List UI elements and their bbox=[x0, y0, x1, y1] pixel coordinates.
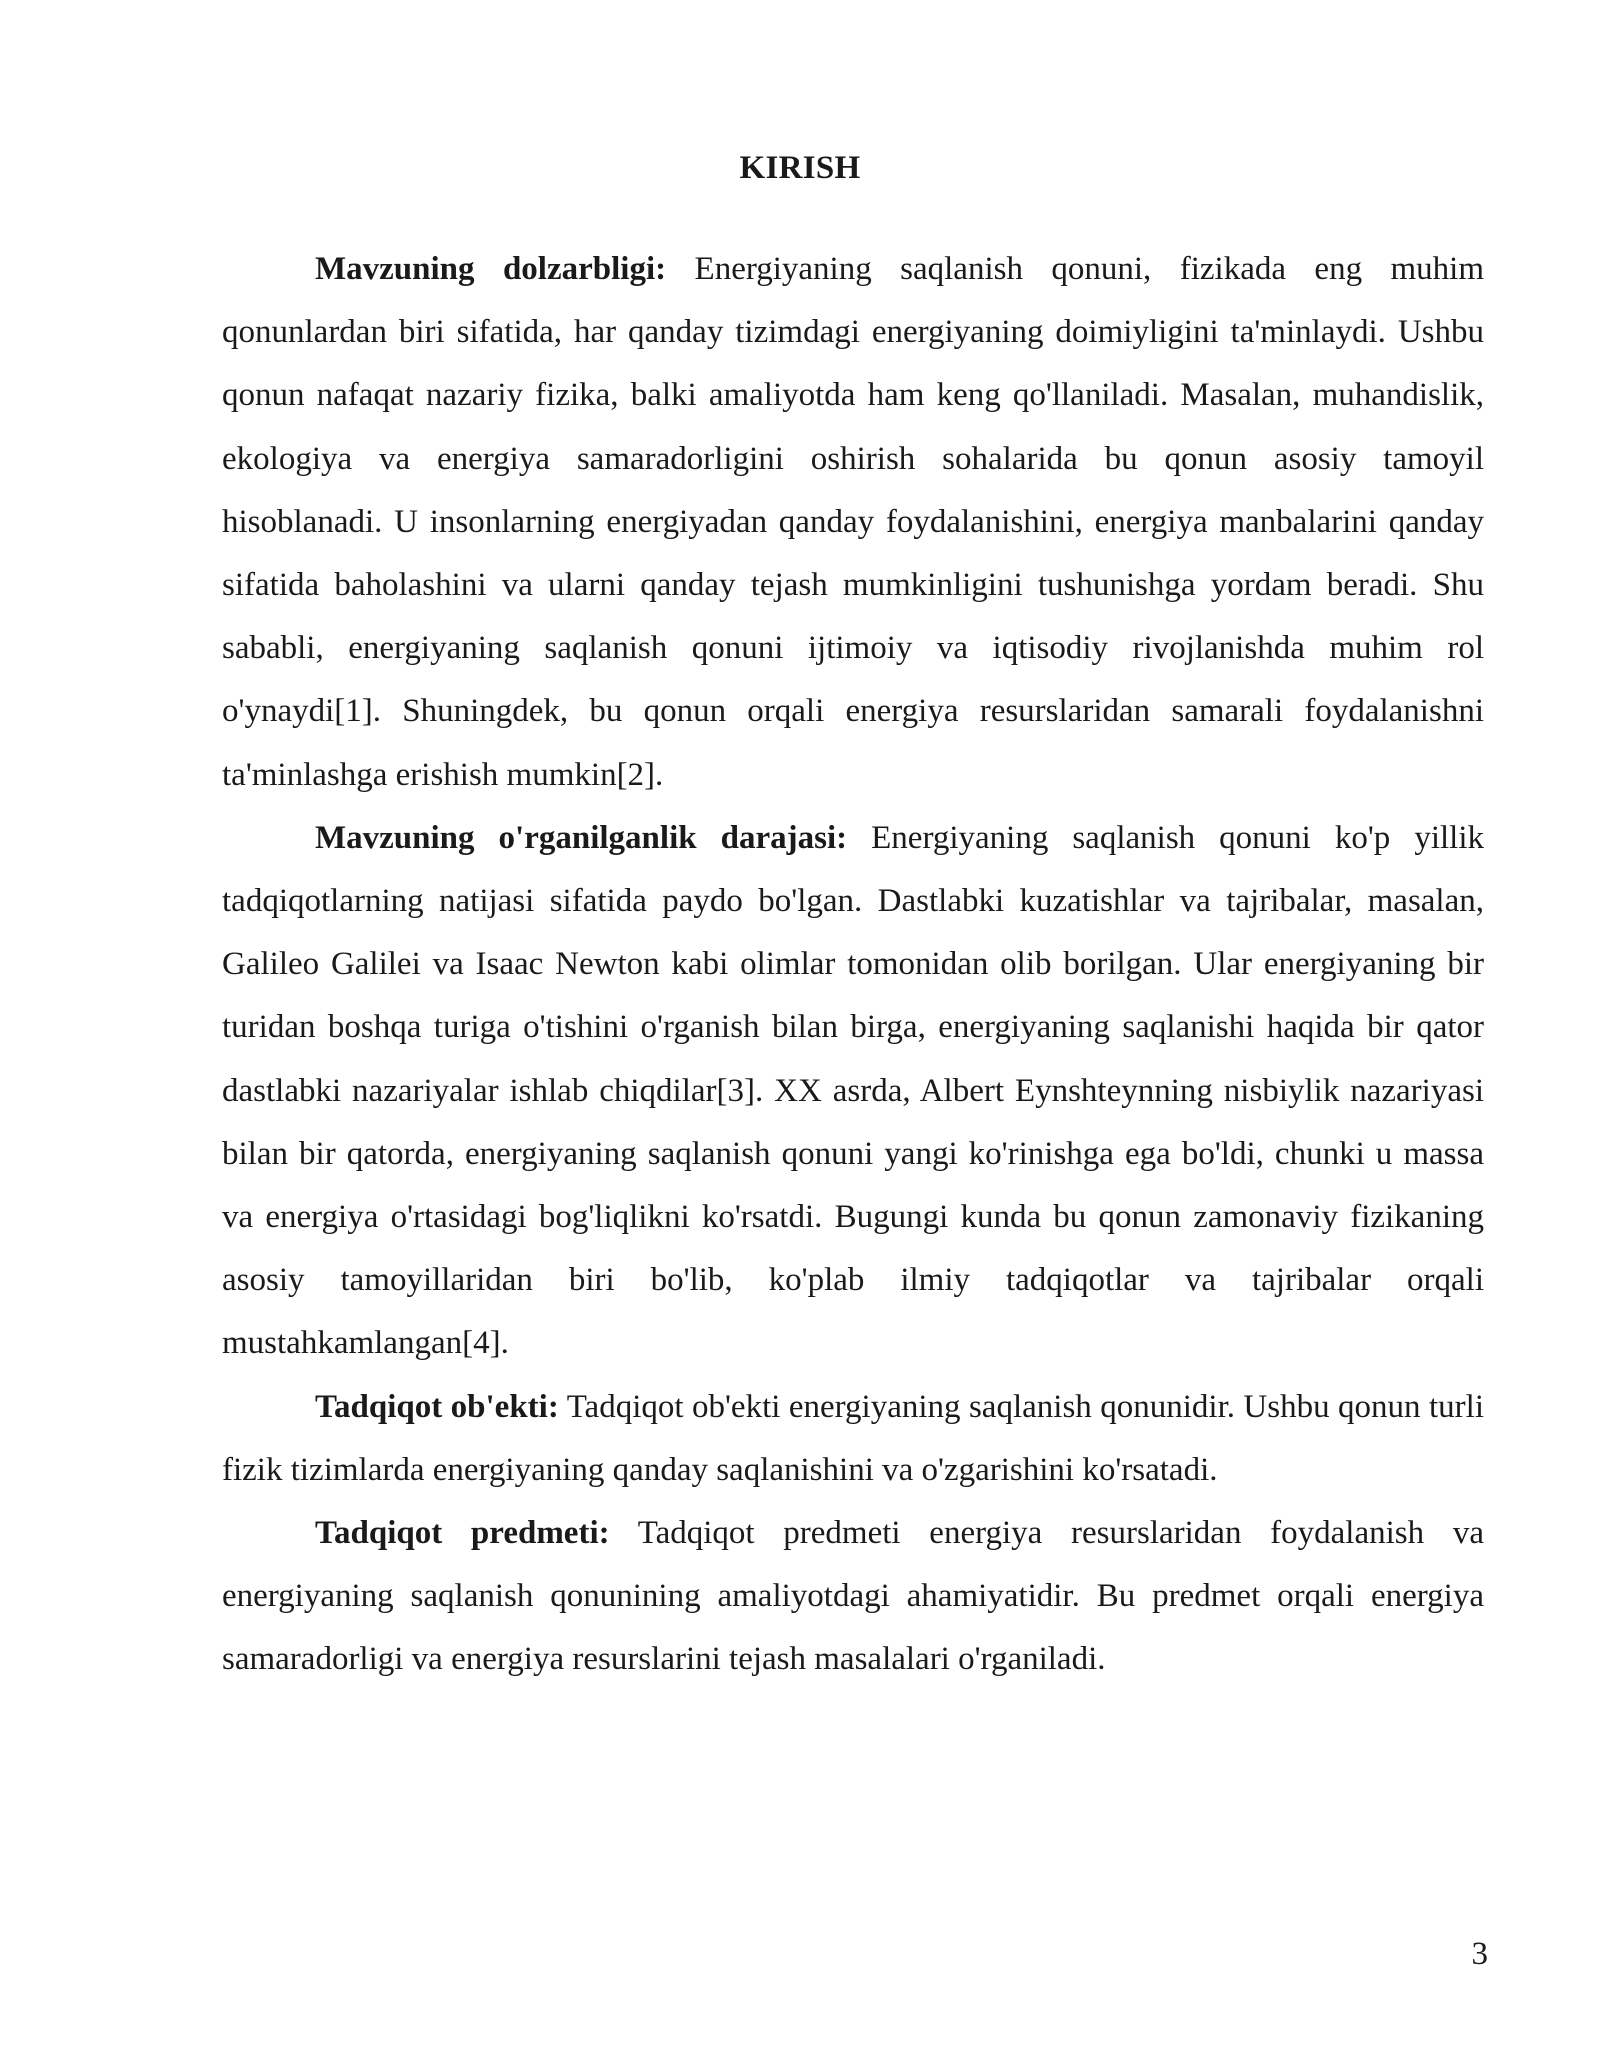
paragraph-relevance bbox=[222, 238, 1484, 807]
paragraph-heading: Tadqiqot predmeti: bbox=[315, 1515, 610, 1552]
page-title: KIRISH bbox=[739, 150, 861, 186]
paragraph-text: Tadqiqot ob'ekti energiyaning saqlanish qonunidir. Ushbu qonun turli fizik tizimlarda energiyaning qanday saqlanishini va o'zgarishini ko'rsatadi. bbox=[222, 1388, 1485, 1488]
paragraph-heading: Mavzuning dolzarbligi: bbox=[315, 251, 667, 287]
paragraph-text: Energiyaning saqlanish qonuni, fizikada eng muhim qonunlardan biri sifatida, har qanday tizimdagi energiyaning doimiyligini ta'minlaydi. Ushbu qonun nafaqat nazariy fizika, balki amaliyotda ham keng qo'llaniladi. Masalan, muhandislik, ekologiya va energiya samaradorligini oshirish sohalarida bu qonun asosiy tamoyil hisoblanadi. U insonlarning energiyadan qanday foydalanishini, energiya manbalarini qanday sifatida baholashini va ularni qanday tejash mumkinligini tushunishga yordam beradi. Shu sababli, energiyaning saqlanish qonuni ijtimoiy va iqtisodiy rivojlanishda muhim rol o'ynaydi[1]. Shuningdek, bu qonun orqali energiya resurslaridan samarali foydalanishni ta'minlashga erishish mumkin[2]. bbox=[222, 251, 1485, 793]
paragraph-text: Tadqiqot predmeti energiya resurslaridan foydalanish va energiyaning saqlanish qonunining amaliyotdagi ahamiyatidir. Bu predmet orqali energiya samaradorligi va energiya resurslarini tejash masalalari o'rganiladi. bbox=[222, 1515, 1484, 1678]
paragraph-heading: Mavzuning o'rganilganlik darajasi: bbox=[315, 819, 848, 856]
page-number: 3 bbox=[1471, 1936, 1488, 1972]
paragraph-text: Energiyaning saqlanish qonuni ko'p yillik tadqiqotlarning natijasi sifatida paydo bo'lgan. Dastlabki kuzatishlar va tajribalar, masalan, Galileo Galilei va Isaac Newton kabi olimlar tomonidan olib borilgan. Ular energiyaning bir turidan boshqa turiga o'tishini o'rganish bilan birga, energiyaning saqlanishi haqida bir qator dastlabki nazariyalar ishlab chiqdilar[3]. XX asrda, Albert Eynshteynning nisbiylik nazariyasi bilan bir qatorda, energiyaning saqlanish qonuni yangi ko'rinishga ega bo'ldi, chunki u massa va energiya o'rtasidagi bog'liqlikni ko'rsatdi. Bugungi kunda bu qonun zamonaviy fizikaning asosiy tamoyillaridan biri bo'lib, ko'plab ilmiy tadqiqotlar va tajribalar orqali mustahkamlangan[4]. bbox=[222, 819, 1485, 1362]
paragraph-research-subject bbox=[222, 1502, 1484, 1692]
paragraph-heading: Tadqiqot ob'ekti: bbox=[315, 1388, 559, 1425]
paragraph-research-object bbox=[222, 1376, 1484, 1502]
paragraph-study-level bbox=[222, 807, 1484, 1376]
body-text bbox=[222, 238, 1484, 1692]
